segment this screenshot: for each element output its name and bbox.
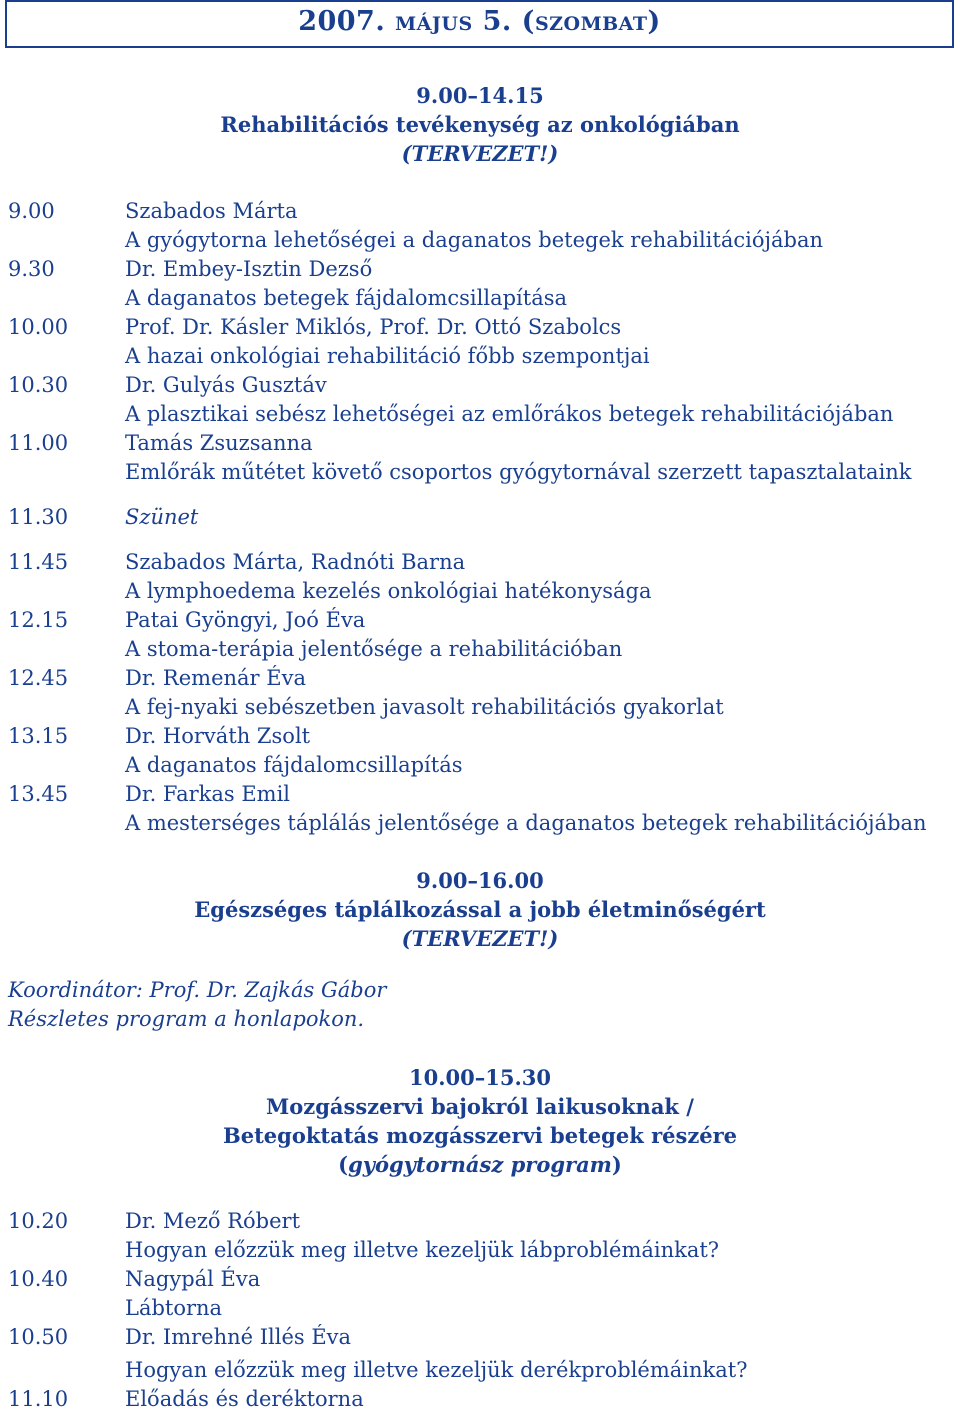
schedule-entry	[8, 722, 958, 780]
entry-speaker: Dr. Imrehné Illés Éva	[125, 1325, 352, 1349]
entry-time: 13.45	[8, 782, 69, 806]
section3-schedule	[8, 1207, 958, 1414]
entry-topic: A mesterséges táplálás jelentősége a daganatos betegek rehabilitációjában	[125, 811, 927, 835]
section2-heading	[0, 866, 960, 953]
entry-speaker: Dr. Horváth Zsolt	[125, 724, 311, 748]
schedule-entry	[8, 371, 958, 429]
entry-topic: A daganatos fájdalomcsillapítás	[125, 753, 463, 777]
entry-time: 9.00	[8, 199, 55, 223]
entry-time: 9.30	[8, 257, 55, 281]
schedule-entry	[8, 197, 958, 255]
entry-time: 11.45	[8, 550, 69, 574]
schedule-entry	[8, 780, 958, 838]
entry-time: 10.40	[8, 1267, 69, 1291]
entry-speaker: Dr. Mező Róbert	[125, 1209, 301, 1233]
schedule-entry	[8, 313, 958, 371]
schedule-entry	[8, 548, 958, 606]
section1-heading	[0, 81, 960, 168]
entry-time: 13.15	[8, 724, 69, 748]
schedule-entry	[8, 255, 958, 313]
entry-speaker: Dr. Farkas Emil	[125, 782, 290, 806]
date-header-box	[5, 0, 954, 48]
section2-note: (TERVEZET!)	[401, 926, 559, 951]
section3-time: 10.00–15.30	[408, 1065, 552, 1090]
coordinator-text: Koordinátor: Prof. Dr. Zajkás Gábor	[8, 978, 387, 1002]
entry-time: 10.20	[8, 1209, 69, 1233]
schedule-entry	[8, 606, 958, 664]
section2-info	[8, 976, 386, 1034]
entry-time: 12.15	[8, 608, 69, 632]
entry-speaker: Tamás Zsuzsanna	[125, 431, 313, 455]
entry-speaker: Prof. Dr. Kásler Miklós, Prof. Dr. Ottó Szabolcs	[125, 315, 622, 339]
entry-topic: A gyógytorna lehetőségei a daganatos betegek rehabilitációjában	[125, 228, 823, 252]
section1-note: (TERVEZET!)	[401, 141, 559, 166]
entry-topic: A plasztikai sebész lehetőségei az emlőrákos betegek rehabilitációjában	[125, 402, 894, 426]
section3-heading	[0, 1063, 960, 1179]
entry-speaker: Szabados Márta	[125, 199, 298, 223]
entry-time: 11.10	[8, 1387, 69, 1411]
entry-topic: Hogyan előzzük meg illetve kezeljük derékproblémáinkat?	[125, 1358, 748, 1382]
schedule-entry	[8, 1323, 958, 1385]
date-header-title: 2007. május 5. (szombat)	[298, 6, 661, 37]
schedule-entry	[8, 1207, 958, 1265]
entry-speaker: Előadás és deréktorna	[125, 1387, 364, 1411]
entry-time: 11.30	[8, 505, 69, 529]
section2-time: 9.00–16.00	[416, 868, 544, 893]
break-label: Szünet	[125, 505, 199, 529]
entry-topic: A stoma-terápia jelentősége a rehabilitációban	[125, 637, 623, 661]
entry-topic: A daganatos betegek fájdalomcsillapítása	[125, 286, 568, 310]
section1-schedule	[8, 197, 958, 838]
schedule-entry	[8, 664, 958, 722]
entry-speaker: Dr. Remenár Éva	[125, 666, 306, 690]
break-entry	[8, 503, 958, 532]
schedule-entry	[8, 429, 958, 487]
entry-topic: A lymphoedema kezelés onkológiai hatékonysága	[125, 579, 652, 603]
section2-title: Egészséges táplálkozással a jobb életminőségért	[194, 897, 766, 922]
entry-speaker: Nagypál Éva	[125, 1267, 261, 1291]
section3-subtitle: (gyógytornász program)	[338, 1152, 622, 1177]
schedule-entry	[8, 1385, 958, 1414]
entry-speaker: Szabados Márta, Radnóti Barna	[125, 550, 466, 574]
entry-topic: A hazai onkológiai rehabilitáció főbb szempontjai	[125, 344, 650, 368]
entry-time: 11.00	[8, 431, 69, 455]
section3-title-line1: Mozgásszervi bajokról laikusoknak /	[266, 1094, 694, 1119]
schedule-entry	[8, 1265, 958, 1323]
section3-title-line2: Betegoktatás mozgásszervi betegek részére	[222, 1123, 738, 1148]
entry-speaker: Dr. Gulyás Gusztáv	[125, 373, 327, 397]
entry-topic: Hogyan előzzük meg illetve kezeljük lábproblémáinkat?	[125, 1238, 720, 1262]
entry-time: 10.30	[8, 373, 69, 397]
entry-topic: Emlőrák műtétet követő csoportos gyógytornával szerzett tapasztalataink	[125, 460, 912, 484]
entry-time: 12.45	[8, 666, 69, 690]
entry-time: 10.50	[8, 1325, 69, 1349]
section1-title: Rehabilitációs tevékenység az onkológiában	[220, 112, 740, 137]
entry-topic: A fej-nyaki sebészetben javasolt rehabilitációs gyakorlat	[125, 695, 724, 719]
details-text: Részletes program a honlapokon.	[8, 1007, 365, 1031]
entry-time: 10.00	[8, 315, 69, 339]
section1-time: 9.00–14.15	[416, 83, 544, 108]
entry-topic: Lábtorna	[125, 1296, 223, 1320]
entry-speaker: Patai Gyöngyi, Joó Éva	[125, 608, 366, 632]
entry-speaker: Dr. Embey-Isztin Dezső	[125, 257, 373, 281]
